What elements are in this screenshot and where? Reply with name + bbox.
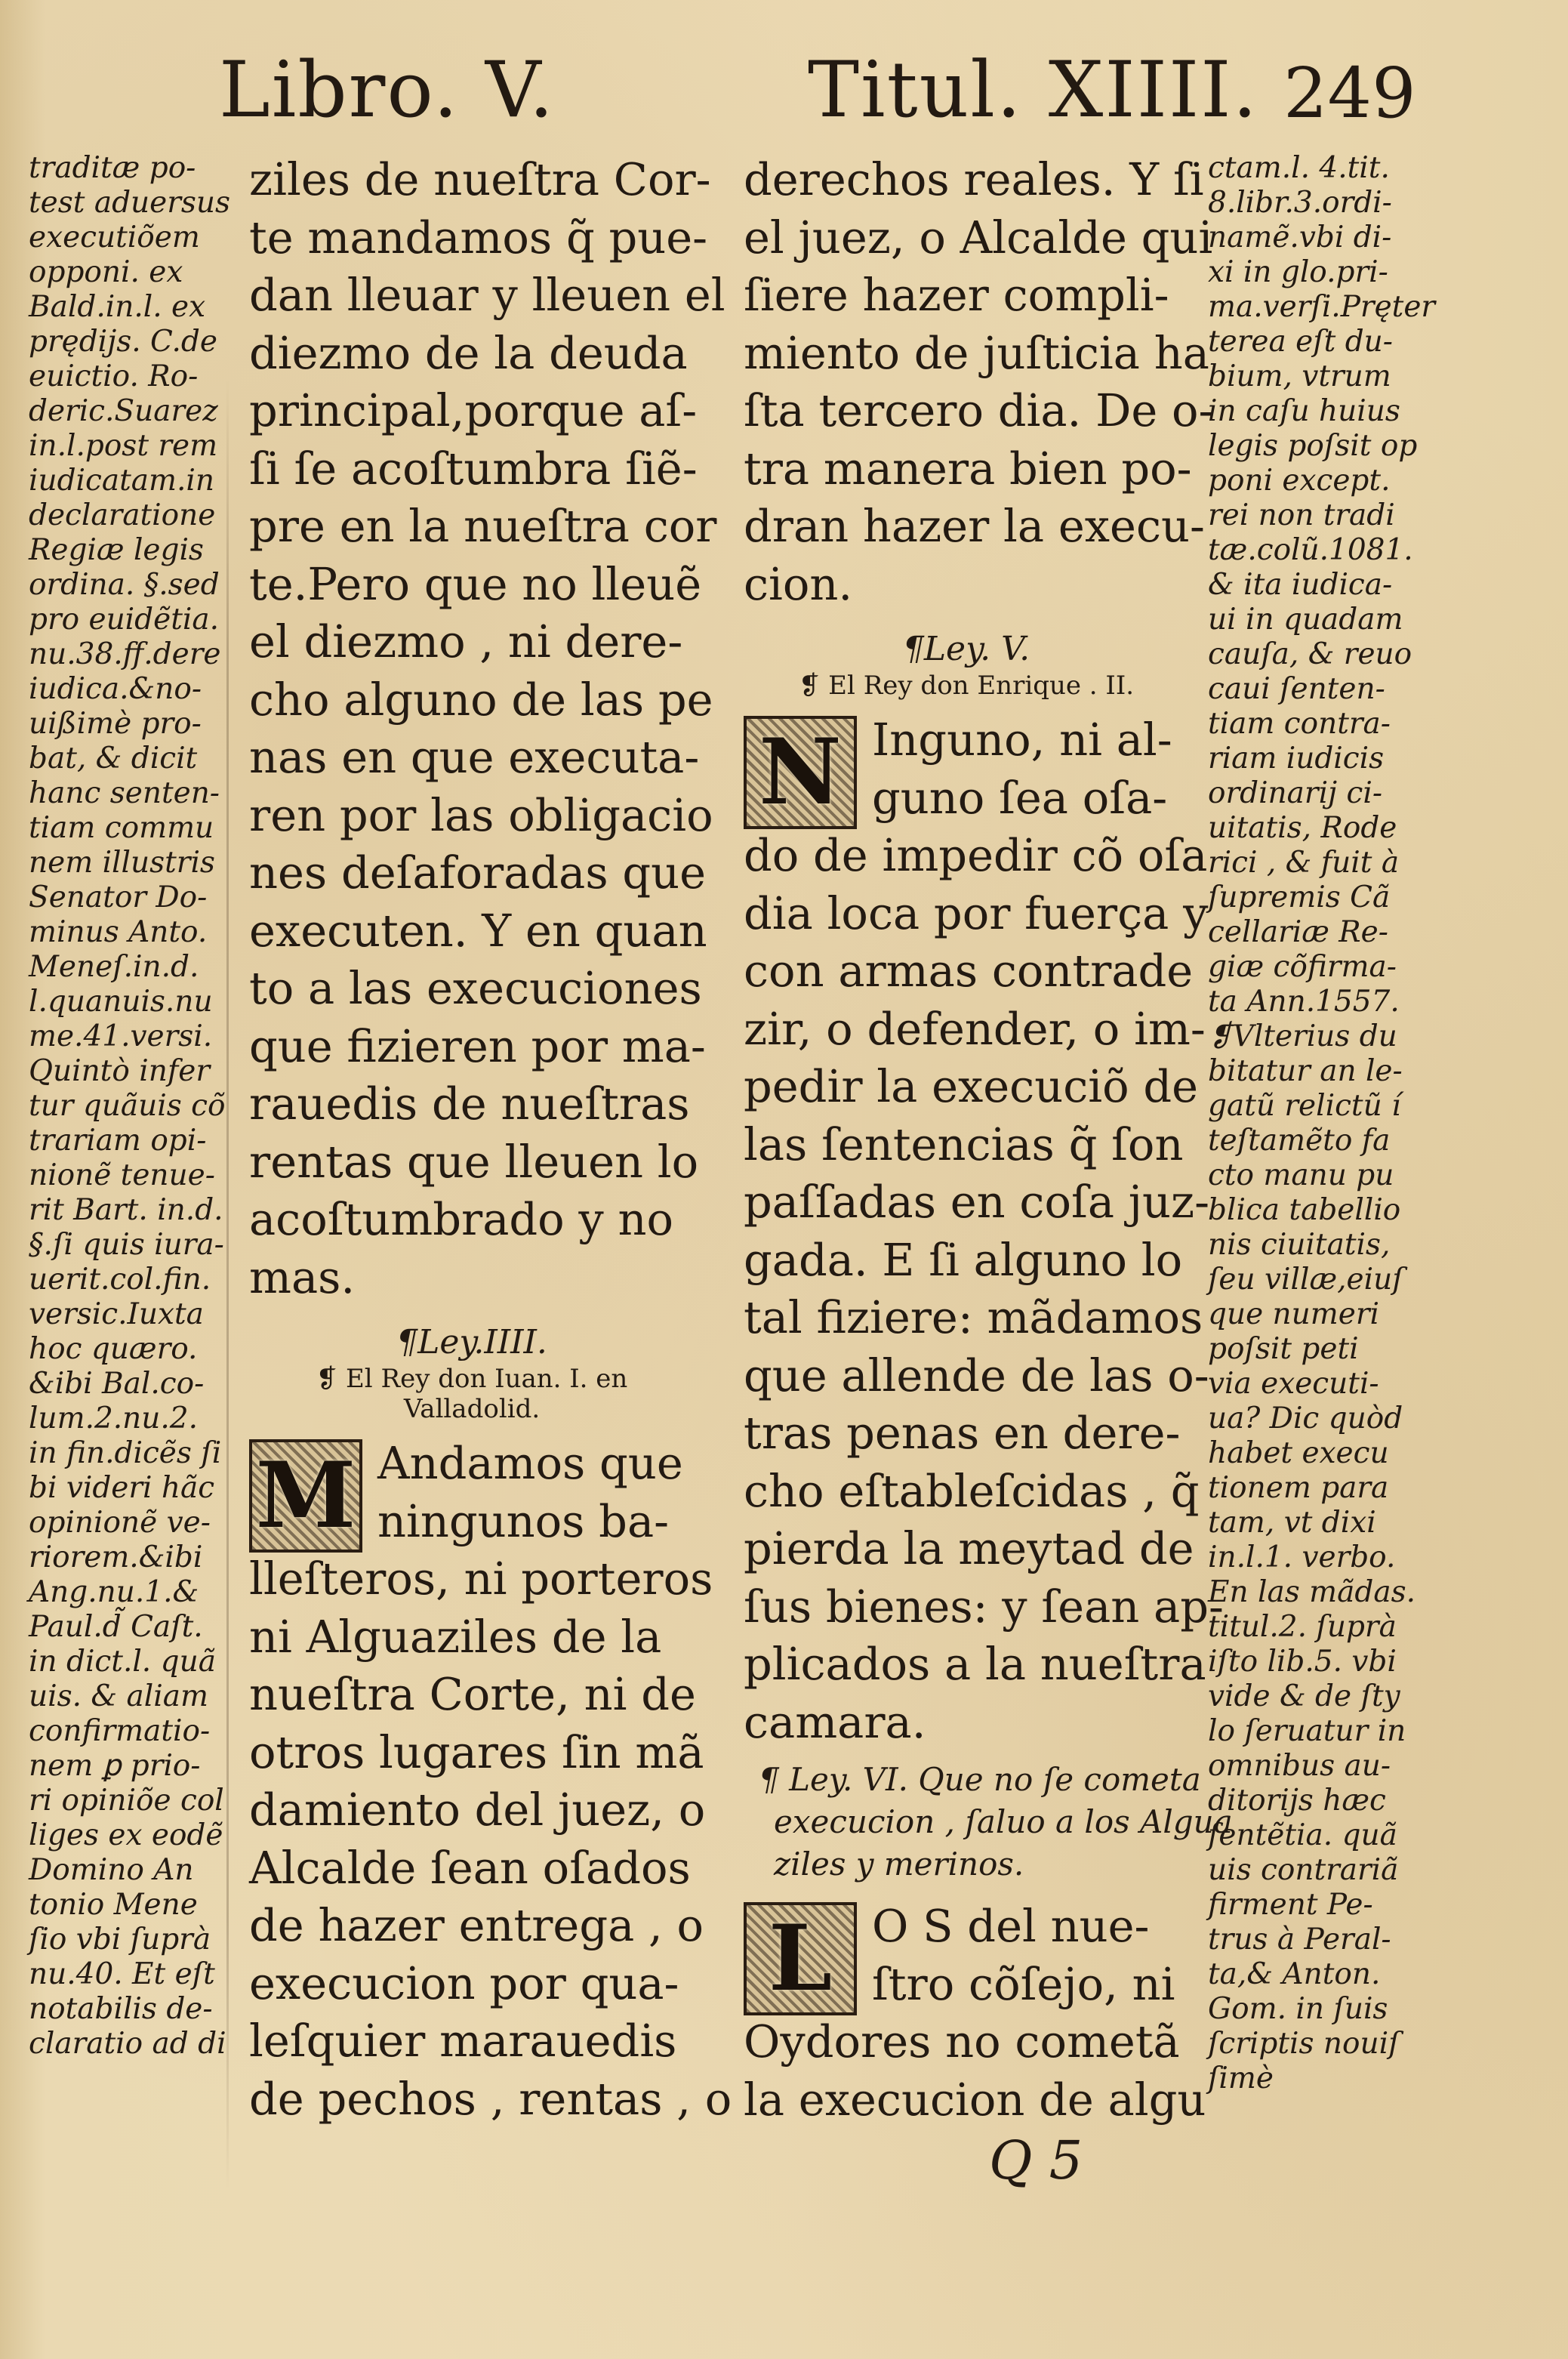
text-line: nas en que executa- <box>249 731 700 783</box>
gloss-line: ma.verſi.Pręter <box>1208 290 1436 324</box>
law-vi-rubric-line-1: ¶ Ley. VI. Que no ſe cometa <box>759 1761 1201 1798</box>
gloss-line: ſupremis Cã <box>1208 880 1391 914</box>
gloss-line: tur quãuis cõ <box>29 1089 226 1123</box>
gloss-line: namẽ.vbi di- <box>1208 220 1392 254</box>
text-line: Alcalde ſean oſados <box>249 1841 691 1894</box>
signature-mark: Q 5 <box>989 2129 1083 2191</box>
text-line: te.Pero que no lleuẽ <box>249 557 702 610</box>
gloss-line: teſtamẽto fa <box>1208 1124 1391 1158</box>
gloss-line: ctam.l. 4.tit. <box>1208 151 1390 185</box>
text-line: la execucion de algu <box>744 2073 1206 2126</box>
decorated-initial-n: N <box>744 716 857 829</box>
text-line: guno ſea oſa- <box>872 771 1168 824</box>
law-vi-rubric-line-3: ziles y merinos. <box>774 1846 1024 1883</box>
text-line: lleſteros, ni porteros <box>249 1553 713 1605</box>
text-line: Oydores no cometã <box>744 2015 1180 2068</box>
gloss-line: Regiæ legis <box>29 533 204 567</box>
gloss-line: deric.Suarez <box>29 394 218 428</box>
gloss-line: ta Ann.1557. <box>1208 985 1400 1019</box>
gloss-line: test aduersus <box>29 186 231 220</box>
gloss-line: in fin.dicẽs ſi <box>29 1436 222 1470</box>
gloss-line: pro euidẽtia. <box>29 603 219 637</box>
gloss-line: iudica.&no- <box>29 672 202 706</box>
text-line: dan lleuar y lleuen el <box>249 269 725 321</box>
gloss-line: En las mãdas. <box>1208 1575 1416 1609</box>
gloss-line: nu.40. Et eſt <box>29 1957 215 1991</box>
text-line: diezmo de la deuda <box>249 326 688 379</box>
text-line: el juez, o Alcalde qui <box>744 211 1213 264</box>
text-line: ni Alguaziles de la <box>249 1610 662 1663</box>
gloss-line: uißimè pro- <box>29 707 202 741</box>
gloss-line: uis. & aliam <box>29 1679 208 1713</box>
text-line: tra manera bien po- <box>744 442 1192 495</box>
gloss-line: ua? Dic quòd <box>1208 1402 1403 1435</box>
gloss-line: blica tabellio <box>1208 1193 1401 1227</box>
gloss-line: gatũ relictũ í <box>1208 1089 1401 1123</box>
gloss-line: uis contrariã <box>1208 1853 1399 1887</box>
text-line: camara. <box>744 1695 926 1748</box>
gloss-line: legis poſsit op <box>1208 429 1418 463</box>
text-line: tras penas en dere- <box>744 1407 1181 1459</box>
right-marginal-gloss <box>1208 151 1436 2096</box>
gloss-line: xi in glo.pri- <box>1208 255 1388 289</box>
gloss-line: bium, vtrum <box>1208 359 1391 393</box>
page-header <box>0 45 1568 136</box>
gloss-line: trariam opi- <box>29 1124 207 1158</box>
gloss-line: rei non tradi <box>1208 498 1395 532</box>
main-column-1 <box>249 151 732 2128</box>
gloss-line: lo ſeruatur in <box>1208 1714 1406 1748</box>
gloss-line: ſimè <box>1208 2061 1274 2095</box>
text-line: que fizieren por ma- <box>249 1019 706 1072</box>
gloss-line: iudicatam.in <box>29 464 215 498</box>
text-line: gada. E ſi alguno lo <box>744 1233 1183 1286</box>
gloss-line: ri opiniõe col <box>29 1784 224 1818</box>
gloss-line: opponi. ex <box>29 255 183 289</box>
text-line: ren por las obligacio <box>249 788 713 841</box>
gloss-line: lum.2.nu.2. <box>29 1402 199 1435</box>
text-line: ſta tercero dia. De o- <box>744 384 1214 436</box>
main-column-2 <box>744 151 1233 2129</box>
text-line: principal,porque aſ- <box>249 384 698 436</box>
gloss-line: vide & de ſty <box>1208 1679 1400 1713</box>
gloss-line: ui in quadam <box>1208 603 1403 637</box>
gloss-line: tionem para <box>1208 1471 1389 1505</box>
gloss-line: ordina. §.sed <box>29 568 220 602</box>
gloss-line: titul.2. ſuprà <box>1208 1610 1397 1644</box>
gloss-line: ſio vbi ſuprà <box>29 1923 211 1957</box>
text-line: pierda la meytad de <box>744 1522 1194 1574</box>
gloss-line: Bald.in.l. ex <box>29 290 206 324</box>
law-vi-text <box>744 1898 1206 2129</box>
text-line: zir, o defender, o im- <box>744 1002 1206 1055</box>
gloss-line: hoc quæro. <box>29 1332 198 1366</box>
text-line: rentas que lleuen lo <box>249 1135 699 1188</box>
text-line: ningunos ba- <box>377 1494 670 1547</box>
text-line: de pechos , rentas , o <box>249 2072 732 2125</box>
text-line: mas. <box>249 1250 356 1303</box>
text-line: pre en la nueſtra cor <box>249 500 717 552</box>
text-line: to a las execuciones <box>249 962 702 1014</box>
gloss-line: ordinarij ci- <box>1208 776 1383 810</box>
text-line: ſtro cõſejo, ni <box>872 1957 1175 2010</box>
text-line: derechos reales. Y ſi <box>744 153 1204 205</box>
text-line: nes deſaforadas que <box>249 846 707 899</box>
text-line: leſquier marauedis <box>249 2015 677 2067</box>
text-line: Andamos que <box>377 1437 683 1489</box>
gloss-line: in caſu huius <box>1208 394 1400 428</box>
gloss-line: opinionẽ ve- <box>29 1506 211 1540</box>
gloss-line: declaratione <box>29 498 216 532</box>
gloss-line: giæ cõfirma- <box>1208 950 1397 984</box>
law-attribution-iiii: ❡ El Rey don Iuan. I. en <box>316 1364 628 1394</box>
gloss-line: ❡Vlterius du <box>1208 1019 1397 1053</box>
gloss-line: nis ciuitatis, <box>1208 1228 1391 1262</box>
gloss-line: prędijs. C.de <box>29 325 217 359</box>
gloss-line: terea eſt du- <box>1208 325 1393 359</box>
gloss-line: & ita iudica- <box>1208 568 1393 602</box>
gloss-line: rit Bart. in.d. <box>29 1193 223 1227</box>
text-line: ſi ſe acoſtumbra ſiẽ- <box>249 442 698 495</box>
gloss-line: tæ.colũ.1081. <box>1208 533 1413 567</box>
gloss-line: caui ſenten- <box>1208 672 1385 706</box>
gloss-line: in dict.l. quã <box>29 1645 216 1679</box>
text-line: O S del nue- <box>872 1900 1150 1952</box>
gloss-line: liges ex eodẽ <box>29 1818 223 1852</box>
text-line: ſus bienes: y ſean ap- <box>744 1580 1224 1633</box>
gloss-line: ſentẽtia. quã <box>1208 1818 1397 1852</box>
text-line: execucion por qua- <box>249 1957 679 2009</box>
text-line: dran hazer la execu- <box>744 500 1205 552</box>
gloss-line: tiam contra- <box>1208 707 1391 741</box>
gloss-line: me.41.versi. <box>29 1019 213 1053</box>
text-line: de hazer entrega , o <box>249 1899 704 1951</box>
gloss-line: cellariæ Re- <box>1208 915 1388 949</box>
gloss-line: via executi- <box>1208 1367 1379 1401</box>
gloss-line: nu.38.ff.dere <box>29 637 221 671</box>
text-line: las ſentencias q̃ ſon <box>744 1118 1184 1170</box>
gloss-line: riorem.&ibi <box>29 1540 203 1574</box>
gloss-line: tiam commu <box>29 811 214 845</box>
gloss-line: claratio ad di <box>29 2027 226 2061</box>
gloss-line: versic.Iuxta <box>29 1297 204 1331</box>
gloss-line: poni except. <box>1208 464 1391 498</box>
gloss-line: uitatis, Rode <box>1208 811 1397 845</box>
gloss-line: §.ſi quis iura- <box>29 1228 224 1262</box>
gloss-line: confirmatio- <box>29 1714 211 1748</box>
gloss-line: nionẽ tenue- <box>29 1158 215 1192</box>
gloss-line: riam iudicis <box>1208 742 1385 776</box>
gloss-line: ditorijs hæc <box>1208 1784 1386 1818</box>
gloss-line: in.l.post rem <box>29 429 218 463</box>
gloss-line: notabilis de- <box>29 1992 213 2026</box>
text-line: miento de juſticia ha <box>744 326 1209 379</box>
text-line: el diezmo , ni dere- <box>249 615 683 668</box>
gloss-line: hanc senten- <box>29 776 220 810</box>
text-line: tal fiziere: mãdamos <box>744 1291 1203 1343</box>
law-v-text <box>744 711 1224 1751</box>
gloss-line: 8.libr.3.ordi- <box>1208 186 1392 220</box>
text-line: do de impedir cõ oſa <box>744 829 1208 881</box>
gloss-line: minus Anto. <box>29 915 208 949</box>
gloss-line: euictio. Ro- <box>29 359 199 393</box>
gloss-line: rici , & fuit à <box>1208 846 1400 880</box>
gloss-line: cto manu pu <box>1208 1158 1394 1192</box>
law-iiii-text <box>249 1435 732 2128</box>
gloss-line: trus à Peral- <box>1208 1923 1391 1957</box>
gloss-line: executiõem <box>29 220 200 254</box>
gloss-line: Senator Do- <box>29 880 208 914</box>
gloss-line: que numeri <box>1208 1297 1379 1331</box>
gloss-line: Paul.d̃ Caſt. <box>29 1610 203 1644</box>
gloss-line: ſeu villæ,eiuſ <box>1208 1263 1403 1297</box>
gloss-line: omnibus au- <box>1208 1749 1391 1783</box>
text-line: rauedis de nueſtras <box>249 1078 690 1130</box>
column2-text-continued <box>744 151 1214 613</box>
text-line: paſſadas en coſa juz- <box>744 1176 1210 1228</box>
text-line: dia loca por fuerça y <box>744 887 1209 939</box>
text-line: plicados a la nueſtra <box>744 1638 1206 1690</box>
law-attribution-v: ❡ El Rey don Enrique . II. <box>798 671 1135 701</box>
gloss-line: poſsit peti <box>1208 1332 1359 1366</box>
running-head-book: Libro. V. <box>219 45 556 135</box>
page-number: 249 <box>1283 53 1416 134</box>
law-v-lines <box>744 711 1224 1751</box>
column1-text-continued <box>249 151 725 1306</box>
gloss-line: tonio Mene <box>29 1888 198 1922</box>
text-line: cho eſtableſcidas , q̃ <box>744 1464 1200 1517</box>
gloss-line: firment Pe- <box>1208 1888 1373 1922</box>
text-line: cion. <box>744 557 853 610</box>
gloss-line: bat, & dicit <box>29 742 198 776</box>
gloss-line: Gom. in ſuis <box>1208 1992 1388 2026</box>
text-line: damiento del juez, o <box>249 1784 706 1836</box>
decorated-initial-m: M <box>249 1439 362 1553</box>
gloss-line: Domino An <box>29 1853 194 1887</box>
gloss-line: Meneſ.in.d. <box>29 950 199 984</box>
text-line: ziles de nueſtra Cor- <box>249 153 711 205</box>
gloss-line: cauſa, & reuo <box>1208 637 1412 671</box>
gloss-line: &ibi Bal.co- <box>29 1367 205 1401</box>
gloss-line: ſcriptis nouiſ <box>1208 2027 1400 2061</box>
gloss-line: traditæ po- <box>29 151 196 185</box>
gloss-line: nem ꝑ prio- <box>29 1749 201 1783</box>
gloss-line: bitatur an le- <box>1208 1054 1403 1088</box>
running-head-title: Titul. XIIII. <box>808 45 1259 135</box>
law-vi-rubric-line-2: execucion , ſaluo a los Algua <box>774 1803 1233 1840</box>
column-rule <box>226 378 229 2190</box>
gloss-line: ta,& Anton. <box>1208 1957 1381 1991</box>
gloss-line: in.l.1. verbo. <box>1208 1540 1396 1574</box>
text-line: ſiere hazer compli- <box>744 269 1169 321</box>
text-line: executen. Y en quan <box>249 904 707 957</box>
left-marginal-gloss <box>29 151 231 2061</box>
text-line: con armas contrade <box>744 945 1194 997</box>
gloss-line: tam, vt dixi <box>1208 1506 1376 1540</box>
decorated-initial-l: L <box>744 1902 857 2015</box>
text-line: te mandamos q̃ pue- <box>249 211 708 264</box>
gloss-line: Quintò infer <box>29 1054 210 1088</box>
text-line: cho alguno de las pe <box>249 673 713 726</box>
law-heading-v: ¶Ley. V. <box>902 630 1030 668</box>
text-line: nueſtra Corte, ni de <box>249 1668 696 1720</box>
gloss-line: Ang.nu.1.& <box>29 1575 199 1609</box>
text-line: acoſtumbrado y no <box>249 1193 674 1245</box>
gloss-line: bi videri hãc <box>29 1471 215 1505</box>
text-line: Inguno, ni al- <box>872 714 1172 766</box>
law-heading-iiii: ¶Ley.IIII. <box>396 1323 547 1361</box>
law-attribution-place-iiii: Valladolid. <box>403 1394 541 1424</box>
gloss-line: habet execu <box>1208 1436 1389 1470</box>
gloss-line: iſto lib.5. vbi <box>1208 1645 1397 1679</box>
text-line: que allende de las o- <box>744 1349 1209 1402</box>
gloss-line: uerit.col.fin. <box>29 1263 211 1297</box>
gloss-line: l.quanuis.nu <box>29 985 213 1019</box>
gloss-line: nem illustris <box>29 846 215 880</box>
text-line: otros lugares ſin mã <box>249 1725 704 1778</box>
text-line: pedir la execuciõ de <box>744 1060 1199 1112</box>
